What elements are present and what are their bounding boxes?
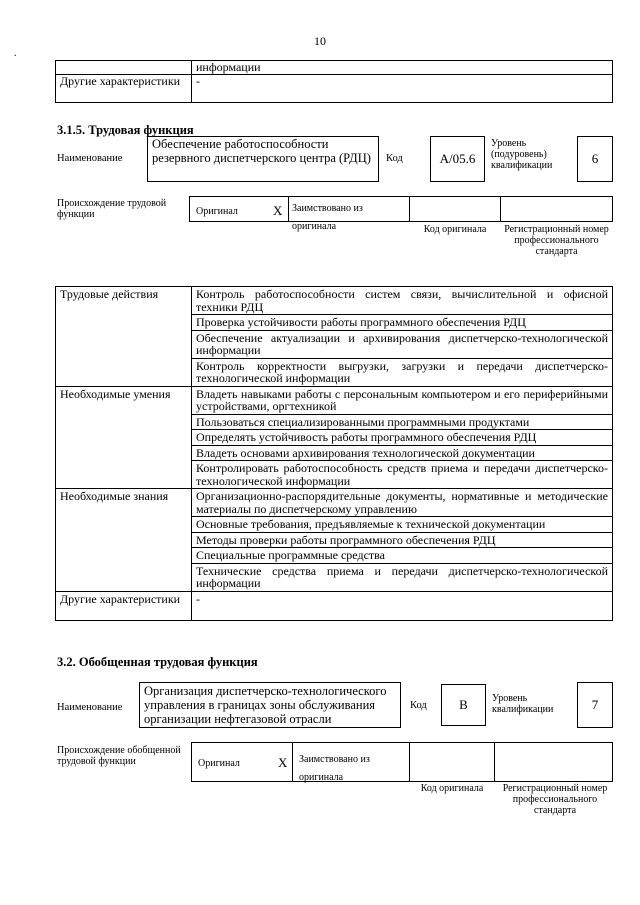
table-cell-label: Другие характеристики <box>56 75 192 103</box>
table-cell-value: информации <box>192 61 613 75</box>
code-original-cell <box>409 742 495 782</box>
list-item: Пользоваться специализированными программными продуктами <box>192 414 613 430</box>
table-row <box>56 61 613 75</box>
table-row <box>56 386 613 414</box>
borrowed-cell <box>288 196 410 232</box>
borrowed-cell <box>292 742 410 782</box>
code-value-box: A/05.6 <box>430 136 485 182</box>
code-original-cell <box>409 196 501 222</box>
list-item: Владеть навыками работы с персональным компьютером и его периферийными устройствами, оргтехникой <box>192 386 613 414</box>
list-item: Контролировать работоспособность средств приема и передачи диспетчерско-технологической информации <box>192 461 613 489</box>
borrowed-label: Заимствовано из оригинала <box>292 203 363 232</box>
group-label: Трудовые действия <box>56 287 192 387</box>
list-item: Организационно-распорядительные документы, нормативные и методические материалы по диспетчерскому управлению <box>192 489 613 517</box>
reg-number-caption: Регистрационный номер профессионального стандарта <box>502 783 608 816</box>
level-label: Уровень (подуровень) квалификации <box>491 138 553 171</box>
list-item: Определять устойчивость работы программного обеспечения РДЦ <box>192 430 613 446</box>
reg-number-caption: Регистрационный номер профессионального стандарта <box>504 224 609 257</box>
origin-label: Происхождение трудовой функции <box>57 198 167 220</box>
origin-label: Происхождение обобщенной трудовой функции <box>57 745 181 767</box>
margin-dot: . <box>14 48 17 59</box>
code-original-caption: Код оригинала <box>423 224 487 235</box>
table-row <box>56 489 613 517</box>
original-mark: X <box>273 203 283 218</box>
list-item: Специальные программные средства <box>192 548 613 564</box>
list-item: Проверка устойчивости работы программного обеспечения РДЦ <box>192 315 613 331</box>
reg-number-cell <box>494 742 613 782</box>
list-item: Основные требования, предъявляемые к технической документации <box>192 517 613 533</box>
list-item: Методы проверки работы программного обеспечения РДЦ <box>192 532 613 548</box>
borrowed-label: Заимствовано из оригинала <box>299 754 370 783</box>
original-mark: X <box>278 755 288 770</box>
level-value-box: 7 <box>577 682 613 728</box>
code-original-caption: Код оригинала <box>420 783 484 794</box>
code-value-box: B <box>441 684 486 726</box>
list-item: Технические средства приема и передачи диспетчерско-технологической информации <box>192 563 613 591</box>
table-cell-value: - <box>192 75 613 103</box>
group-label: Необходимые умения <box>56 386 192 489</box>
name-label: Наименование <box>57 153 123 164</box>
original-cell <box>191 742 293 782</box>
table-cell-label <box>56 61 192 75</box>
table-row <box>56 287 613 315</box>
list-item: Контроль работоспособности систем связи, вычислительной и офисной техники РДЦ <box>192 287 613 315</box>
code-label: Код <box>410 700 427 711</box>
code-label: Код <box>386 153 403 164</box>
table-row <box>56 591 613 620</box>
level-value-box: 6 <box>577 136 613 182</box>
page-number: 10 <box>314 34 326 48</box>
generalized-function-name-box: Организация диспетчерско-технологического управления в границах зоны обслуживания организации нефтегазовой отрасли <box>139 682 401 728</box>
labor-function-table <box>55 286 613 621</box>
table-row <box>56 75 613 103</box>
group-label: Необходимые знания <box>56 489 192 592</box>
section-heading: 3.2. Обобщенная трудовая функция <box>57 655 258 669</box>
origin-row <box>191 742 613 782</box>
function-name-box: Обеспечение работоспособности резервного диспетчерского центра (РДЦ) <box>147 136 379 182</box>
name-label: Наименование <box>57 702 123 713</box>
level-label: Уровень квалификации <box>492 693 554 715</box>
list-item: - <box>192 591 613 620</box>
list-item: Владеть основами архивирования технологической документации <box>192 445 613 461</box>
list-item: Обеспечение актуализации и архивирования диспетчерско-технологической информации <box>192 330 613 358</box>
original-cell <box>189 196 289 222</box>
reg-number-cell <box>500 196 613 222</box>
list-item: Контроль корректности выгрузки, загрузки и передачи диспетчерско-технологической информации <box>192 358 613 386</box>
group-label: Другие характеристики <box>56 591 192 620</box>
section-heading: 3.1.5. Трудовая функция <box>57 123 194 137</box>
original-label: Оригинал <box>198 758 240 769</box>
continuation-table <box>55 60 613 103</box>
original-label: Оригинал <box>196 206 238 217</box>
